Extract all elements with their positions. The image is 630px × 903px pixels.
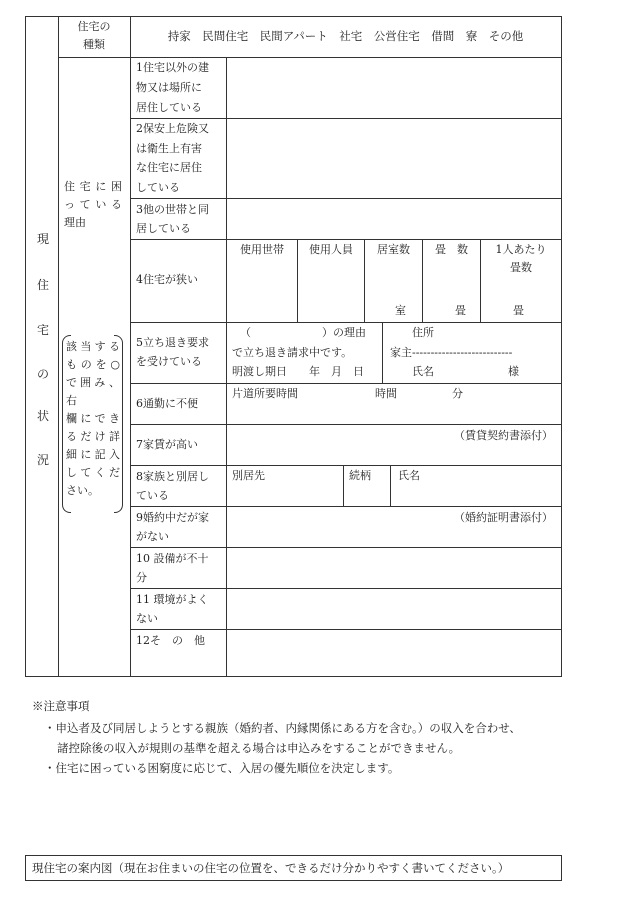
side-title-char: 住 (36, 278, 49, 292)
notes-item-2: ・住宅に困っている困窮度に応じて、入居の優先順位を決定します。 (44, 761, 400, 775)
eviction-due-date: 明渡し期日 年 月 日 (232, 365, 364, 378)
side-title-char: 宅 (36, 323, 49, 337)
reason-4: 4住宅が狭い (136, 273, 198, 286)
eviction-status: で立ち退き請求中です。 (232, 346, 353, 359)
separated-location-label: 別居先 (232, 469, 265, 482)
side-title-char: 現 (36, 232, 49, 246)
narrow-header-persons: 使用人員 (309, 243, 353, 256)
reason-3: 3他の世帯と同 居している (136, 203, 209, 235)
commute-time-field[interactable]: 片道所要時間 時間 分 (232, 387, 463, 400)
instruction-text: 該当する ものを○ で囲み、右 欄にでき るだけ詳 細に記入 してくだ さい。 (66, 340, 120, 497)
engaged-note: （婚約証明書添付） (454, 511, 553, 524)
reason-1: 1住宅以外の建 物又は場所に 居住している (136, 61, 209, 114)
answer-field-2[interactable] (227, 119, 561, 198)
reason-11: 11 環境がよく ない (136, 593, 209, 625)
notes-item-1: ・申込者及び同居しようとする親族（婚約者、内縁関係にある方を含む。）の収入を合わせ、 (44, 721, 521, 735)
notes-title: ※注意事項 (32, 699, 90, 713)
reason-6: 6通勤に不便 (136, 397, 198, 410)
reason-10: 10 設備が不十 分 (136, 552, 209, 584)
narrow-unit-room: 室 (395, 304, 406, 317)
housing-type-options[interactable]: 持家 民間住宅 民間アパート 社宅 公営住宅 借間 寮 その他 (167, 29, 524, 43)
separated-name-label: 氏名 (398, 469, 420, 482)
notes-item-1-cont: 諸控除後の収入が規則の基準を超える場合は申込みをすることができません。 (57, 741, 461, 755)
eviction-address-label: 住所 (412, 326, 434, 339)
eviction-landlord-label: 家主--------------------------- (390, 346, 513, 359)
narrow-header-rooms: 居室数 (377, 243, 410, 256)
answer-field-11[interactable] (227, 589, 561, 629)
reason-8: 8家族と別居し ている (136, 470, 209, 502)
reason-2: 2保安上危険又 は衛生上有害 な住宅に居住 している (136, 122, 209, 194)
eviction-name-label: 氏名 (412, 365, 434, 378)
answer-field-1[interactable] (227, 58, 561, 118)
reason-7: 7家賃が高い (136, 438, 198, 451)
narrow-header-tatami: 畳 数 (435, 243, 468, 256)
side-title-char: 状 (36, 409, 49, 423)
reason-5: 5立ち退き要求 を受けている (136, 336, 209, 368)
side-title-char: 況 (36, 453, 49, 467)
narrow-header-per-person: 1人あたり 畳数 (495, 243, 547, 274)
reason-9: 9婚約中だが家 がない (136, 511, 209, 543)
reason-12: 12そ の 他 (136, 634, 205, 647)
answer-field-10[interactable] (227, 548, 561, 588)
answer-field-12[interactable] (227, 630, 561, 676)
side-title-char: の (36, 367, 49, 381)
narrow-unit-per-person: 畳 (513, 304, 524, 317)
rent-note: （賃貸契約書添付） (454, 429, 553, 442)
housing-type-label: 住宅の 種類 (77, 20, 111, 51)
eviction-paren-open: （ (240, 326, 251, 339)
eviction-reason-suffix: ）の理由 (322, 326, 366, 339)
narrow-unit-tatami: 畳 (455, 304, 466, 317)
map-box-label: 現住宅の案内図（現在お住まいの住宅の位置を、できるだけ分かりやすく書いてください。） (32, 861, 510, 875)
map-box[interactable] (25, 855, 562, 881)
separated-relation-label: 続柄 (349, 469, 371, 482)
answer-field-3[interactable] (227, 199, 561, 239)
narrow-header-households: 使用世帯 (240, 243, 284, 256)
eviction-honorific: 様 (508, 365, 519, 378)
reason-label: 住宅に困 っている 理由 (64, 180, 122, 229)
